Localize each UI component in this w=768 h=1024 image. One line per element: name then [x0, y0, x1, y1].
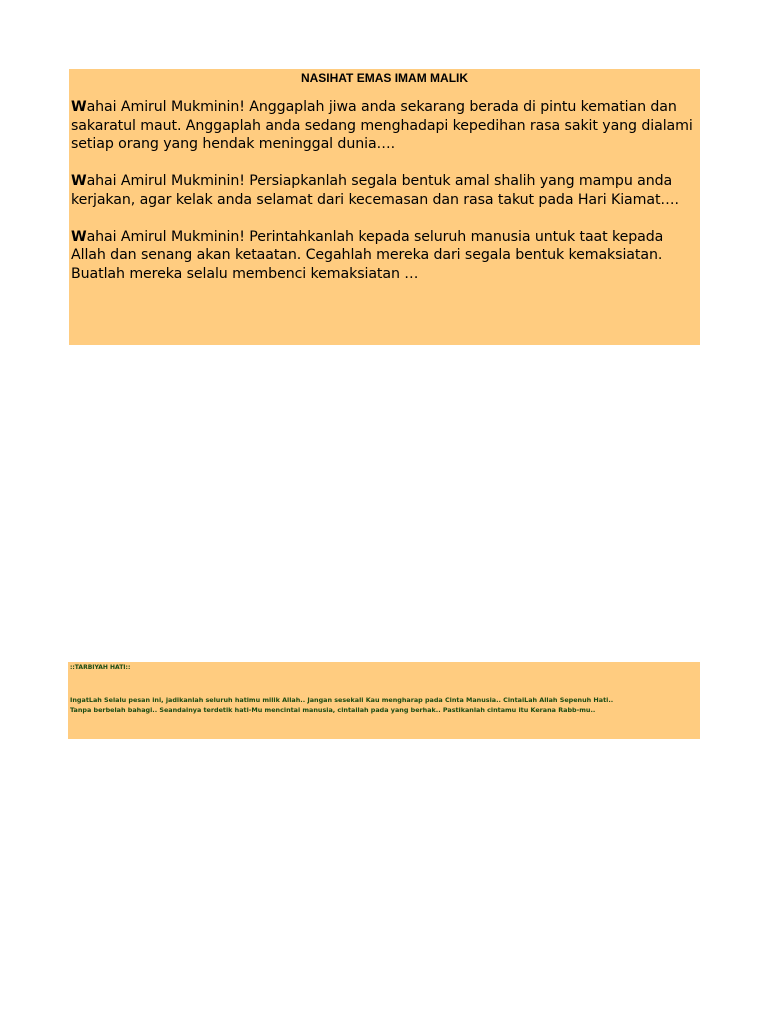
paragraph-text: ahai Amirul Mukminin! Persiapkanlah segala bentuk amal shalih yang mampu anda kerjakan, agar kelak anda selamat dari kecemasan dan rasa takut pada Hari Kiamat…. — [71, 173, 679, 208]
drop-letter: W — [71, 228, 87, 245]
drop-letter: W — [71, 173, 87, 190]
nasihat-title: NASIHAT EMAS IMAM MALIK — [300, 71, 469, 85]
tarbiyah-line-2: Tanpa berbelah bahagi.. Seandainya terdetik hati-Mu mencintai manusia, cintailah pada yang berhak.. Pastikanlah cintamu itu Kerana Rabb-mu.. — [70, 705, 596, 714]
nasihat-paragraph-1 — [71, 98, 698, 154]
paragraph-text: ahai Amirul Mukminin! Perintahkanlah kepada seluruh manusia untuk taat kepada Allah dan senang akan ketaatan. Cegahlah mereka dari segala bentuk kemaksiatan. Buatlah mereka selalu membenci kemaksiatan … — [71, 228, 664, 282]
tarbiyah-box — [68, 662, 700, 739]
tarbiyah-body — [70, 696, 698, 715]
nasihat-paragraph-2 — [71, 172, 698, 209]
drop-letter: W — [71, 99, 87, 115]
tarbiyah-line-1: IngatLah Selalu pesan ini, jadikanlah seluruh hatimu milik Allah.. Jangan sesekali Kau mengharap pada Cinta Manusia.. CintaiLah Allah Sepenuh Hati.. — [70, 696, 614, 704]
paragraph-text: ahai Amirul Mukminin! Anggaplah jiwa anda sekarang berada di pintu kematian dan sakaratul maut. Anggaplah anda sedang menghadapi kepedihan rasa sakit yang dialami setiap orang yang hendak meninggal dunia…. — [71, 99, 693, 153]
nasihat-paragraph-3 — [71, 228, 698, 284]
tarbiyah-heading: ::TARBIYAH HATI:: — [70, 664, 131, 671]
nasihat-box — [69, 69, 700, 345]
